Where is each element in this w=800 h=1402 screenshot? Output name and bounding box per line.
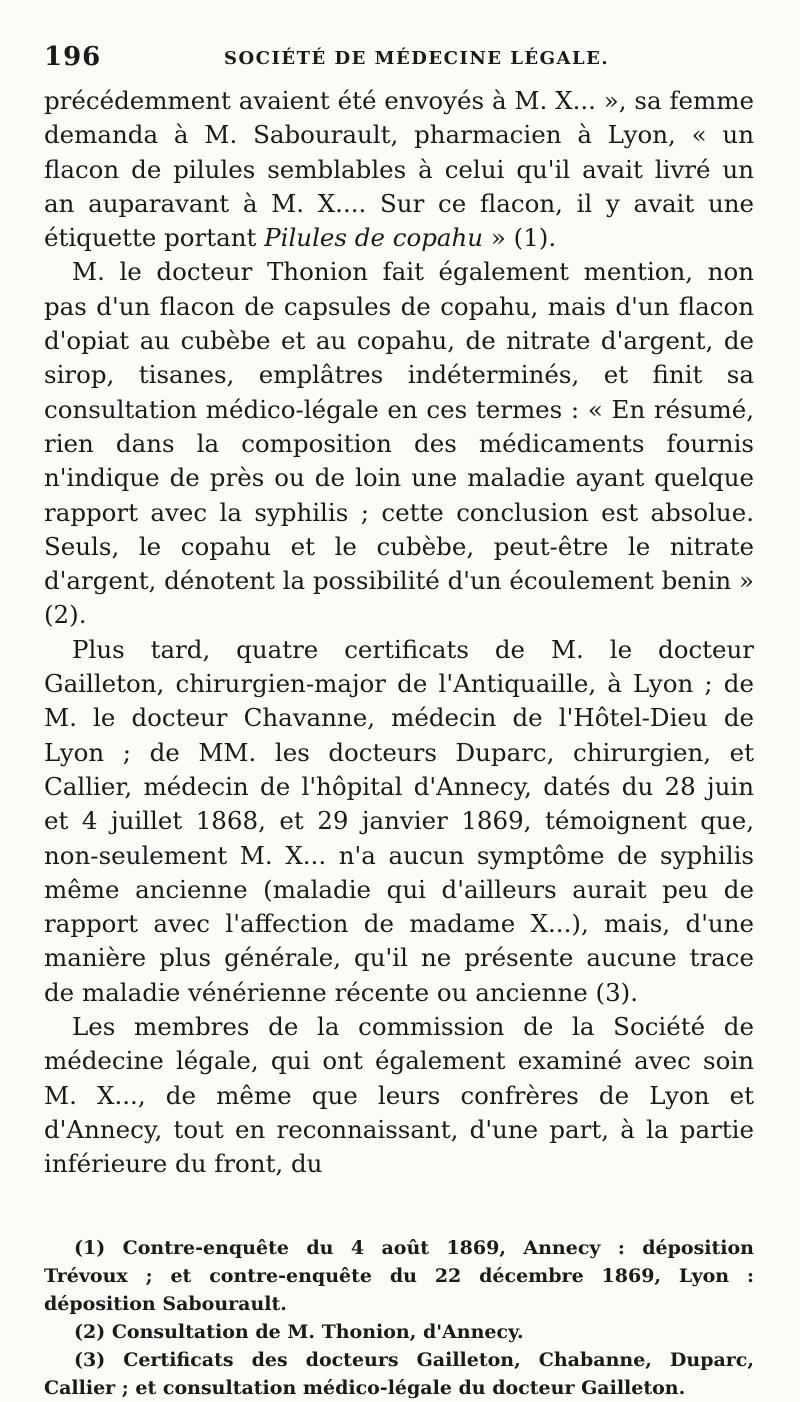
- paragraph-1: précédemment avaient été envoyés à M. X... », sa femme demanda à M. Sabourault, pharmacien à Lyon, « un flacon de pilules semblables à celui qu'il avait livré un an auparavant à M. X.... Sur ce flacon, il y avait une étiquette portant Pilules de copahu » (1).: [44, 86, 754, 253]
- page-number: 196: [44, 42, 102, 72]
- paragraph-2: M. le docteur Thonion fait également mention, non pas d'un flacon de capsules de copahu, mais d'un flacon d'opiat au cubèbe et au copahu, de nitrate d'argent, de sirop, tisanes, emplâtres indéterminés, et finit sa consultation médico-légale en ces termes : « En résumé, rien dans la composition des médicaments fournis n'indique de près ou de loin une maladie ayant quelque rapport avec la syphilis ; cette conclusion est absolue. Seuls, le copahu et le cubèbe, peut-être le nitrate d'argent, dénotent la possibilité d'un écoulement benin » (2).: [44, 257, 754, 630]
- footnote-1: (1) Contre-enquête du 4 août 1869, Annecy : déposition Trévoux ; et contre-enquête du 22 décembre 1869, Lyon : déposition Sabourault.: [44, 1236, 754, 1315]
- body-text: [44, 84, 754, 1182]
- paragraph-3: Plus tard, quatre certificats de M. le docteur Gailleton, chirurgien-major de l'Antiquaille, à Lyon ; de M. le docteur Chavanne, médecin de l'Hôtel-Dieu de Lyon ; de MM. les docteurs Duparc, chirurgien, et Callier, médecin de l'hôpital d'Annecy, datés du 28 juin et 4 juillet 1868, et 29 janvier 1869, témoignent que, non-seulement M. X... n'a aucun symptôme de syphilis même ancienne (maladie qui d'ailleurs aurait peu de rapport avec l'affection de madame X...), mais, d'une manière plus générale, qu'il ne présente aucune trace de maladie vénérienne récente ou ancienne (3).: [44, 634, 754, 1007]
- footnotes: [44, 1234, 754, 1402]
- footnote-2: (2) Consultation de M. Thonion, d'Annecy.: [74, 1320, 524, 1343]
- paragraph-4: Les membres de la commission de la Société de médecine légale, qui ont également examiné avec soin M. X..., de même que leurs confrères de Lyon et d'Annecy, tout en reconnaissant, d'une part, à la partie inférieure du front, du: [44, 1012, 754, 1179]
- italic-label: Pilules de copahu: [264, 223, 484, 253]
- page-header: [44, 36, 754, 76]
- footnote-3: (3) Certificats des docteurs Gailleton, Chabanne, Duparc, Callier ; et consultation médico-légale du docteur Gailleton.: [44, 1348, 754, 1399]
- running-title: SOCIÉTÉ DE MÉDECINE LÉGALE.: [224, 48, 610, 69]
